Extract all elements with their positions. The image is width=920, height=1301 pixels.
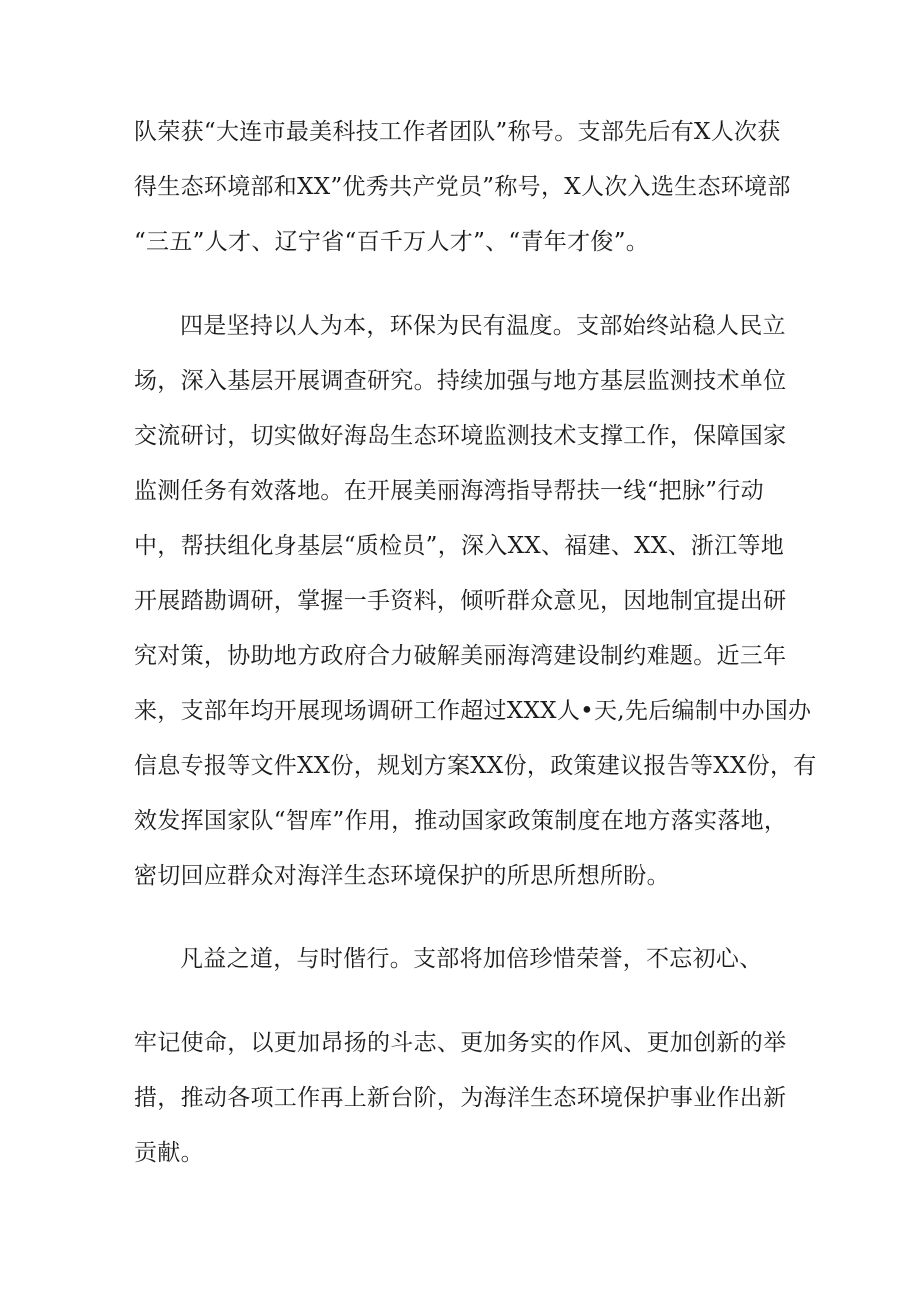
paragraph-line: 凡益之道，与时偕行。支部将加倍珍惜荣誉，不忘初心、 <box>180 946 763 972</box>
paragraph-line: 来，支部年均开展现场调研工作超过XXX人•天,先后编制中办国办 <box>134 698 812 724</box>
paragraph-line: 措，推动各项工作再上新台阶，为海洋生态环境保护事业作出新 <box>134 1085 787 1111</box>
paragraph-line: 牢记使命，以更加昂扬的斗志、更加务实的作风、更加创新的举 <box>134 1030 787 1056</box>
paragraph-line: “三五”人才、辽宁省“百千万人才”、“青年才俊”。 <box>134 229 650 255</box>
paragraph-line: 场，深入基层开展调查研究。持续加强与地方基层监测技术单位 <box>134 368 787 394</box>
paragraph-line: 贡献。 <box>134 1140 204 1166</box>
paragraph-line: 监测任务有效落地。在开展美丽海湾指导帮扶一线“把脉”行动 <box>134 478 764 504</box>
paragraph-line: 队荣获“大连市最美科技工作者团队”称号。支部先后有X人次获 <box>134 119 781 145</box>
paragraph-line: 密切回应群众对海洋生态环境保护的所思所想所盼。 <box>134 863 670 889</box>
paragraph-line: 中，帮扶组化身基层“质检员”，深入XX、福建、XX、浙江等地 <box>134 533 785 559</box>
paragraph-line: 开展踏勘调研，掌握一手资料，倾听群众意见，因地制宜提出研 <box>134 588 787 614</box>
paragraph-line: 究对策，协助地方政府合力破解美丽海湾建设制约难题。近三年 <box>134 643 787 669</box>
paragraph-line: 交流研讨，切实做好海岛生态环境监测技术支撑工作，保障国家 <box>134 423 787 449</box>
paragraph-line: 得生态环境部和XX”优秀共产党员”称号，X人次入选生态环境部 <box>134 174 791 200</box>
paragraph-line: 信息专报等文件XX份，规划方案XX份，政策建议报告等XX份，有 <box>134 753 817 779</box>
paragraph-line: 效发挥国家队“智库”作用，推动国家政策制度在地方落实落地， <box>134 808 788 834</box>
paragraph-line: 四是坚持以人为本，环保为民有温度。支部始终站稳人民立 <box>180 313 786 339</box>
